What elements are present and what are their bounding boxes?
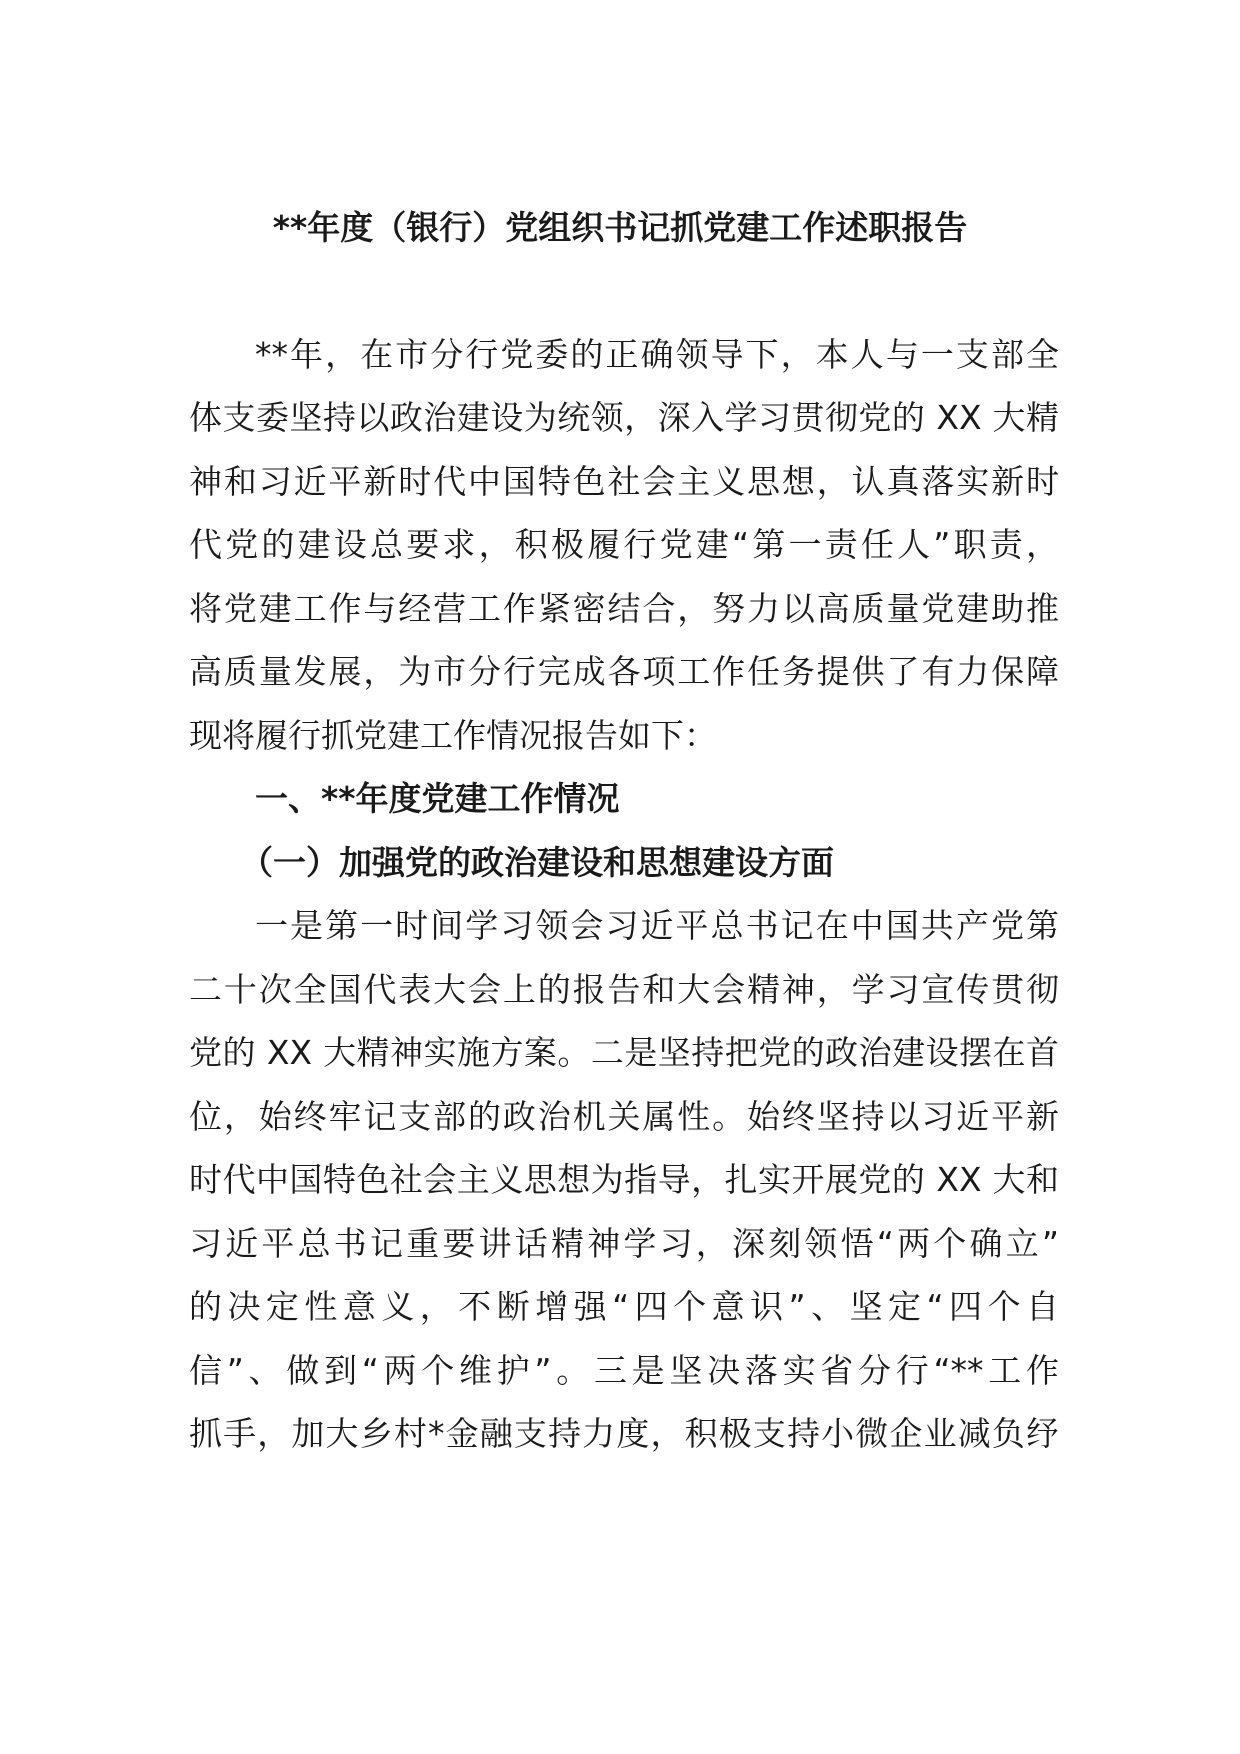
paragraph-line: 时代中国特色社会主义思想为指导，扎实开展党的 XX 大和 [189, 1160, 1059, 1199]
paragraph-line: 习近平总书记重要讲话精神学习，深刻领悟“两个确立” [189, 1224, 1059, 1263]
paragraph-line: 抓手，加大乡村*金融支持力度，积极支持小微企业减负纾 [189, 1414, 1059, 1453]
paragraph-line: 将党建工作与经营工作紧密结合，努力以高质量党建助推 [189, 589, 1059, 628]
paragraph-line: 二十次全国代表大会上的报告和大会精神，学习宣传贯彻 [189, 970, 1059, 1009]
paragraph-line: 高质量发展，为市分行完成各项工作任务提供了有力保障 [189, 652, 1059, 691]
paragraph-line: 位，始终牢记支部的政治机关属性。始终坚持以习近平新 [189, 1097, 1059, 1136]
paragraph-line: **年，在市分行党委的正确领导下，本人与一支部全 [255, 335, 1059, 374]
paragraph-line: 代党的建设总要求，积极履行党建“第一责任人”职责， [189, 525, 1059, 564]
paragraph-line: 一是第一时间学习领会习近平总书记在中国共产党第 [255, 906, 1059, 945]
document-title: **年度（银行）党组织书记抓党建工作述职报告 [272, 208, 968, 247]
paragraph-line: 的决定性意义，不断增强“四个意识”、坚定“四个自 [189, 1287, 1059, 1326]
paragraph-line: 体支委坚持以政治建设为统领，深入学习贯彻党的 XX 大精 [189, 398, 1059, 437]
paragraph-line: 党的 XX 大精神实施方案。二是坚持把党的政治建设摆在首 [189, 1033, 1059, 1072]
section-heading: 一、**年度党建工作情况 [255, 779, 620, 818]
subsection-heading: （一）加强党的政治建设和思想建设方面 [240, 843, 834, 882]
paragraph-line: 神和习近平新时代中国特色社会主义思想，认真落实新时 [189, 462, 1059, 501]
paragraph-line: 信”、做到“两个维护”。三是坚决落实省分行“**工作 [189, 1351, 1059, 1390]
paragraph-line: 现将履行抓党建工作情况报告如下： [189, 716, 717, 755]
